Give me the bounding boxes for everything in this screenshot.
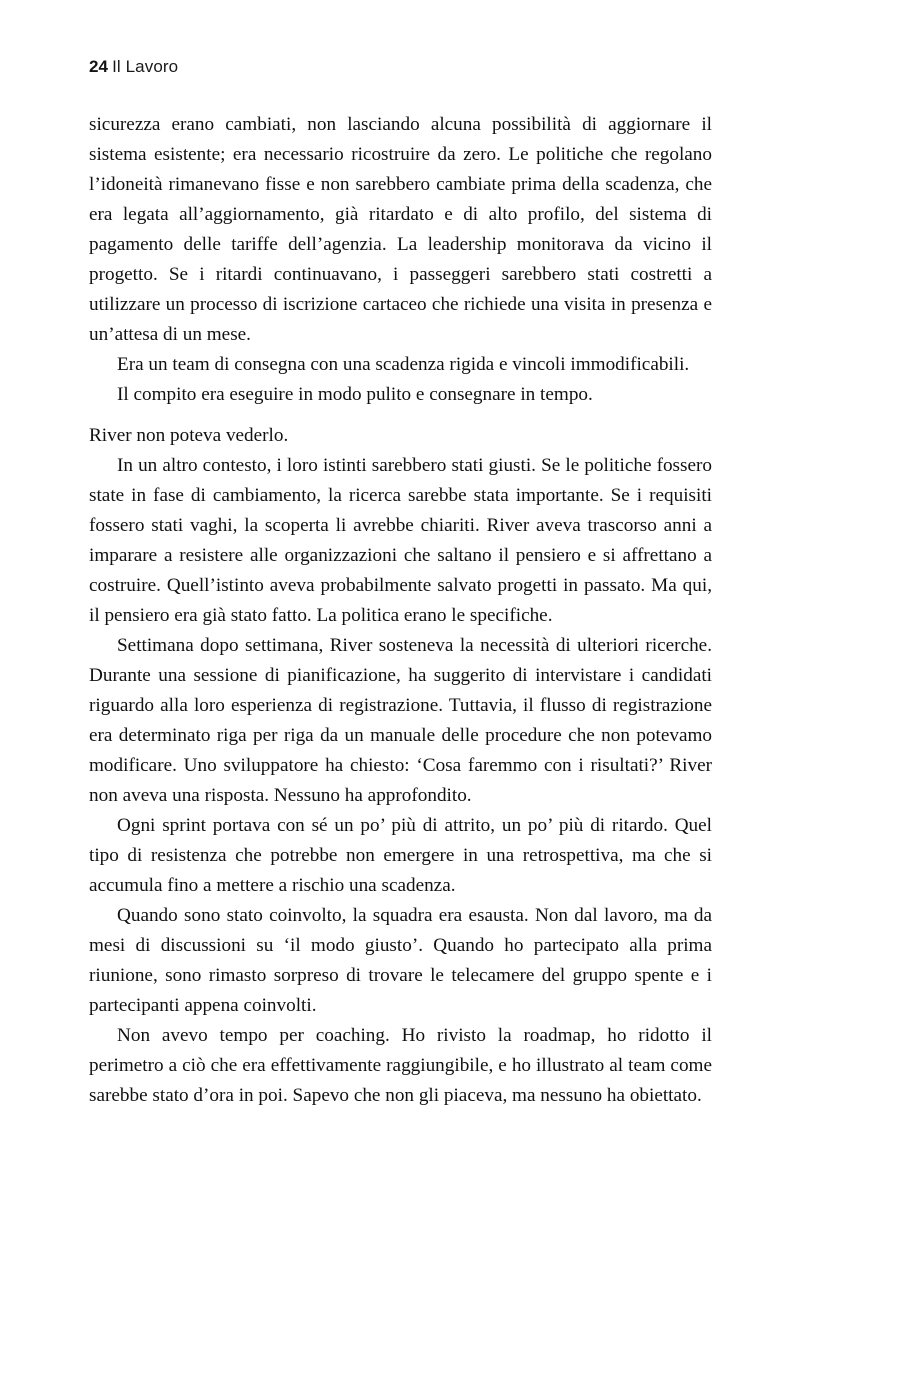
book-title: Il Lavoro — [112, 57, 179, 76]
body-text-column — [89, 110, 712, 1111]
paragraph: Settimana dopo settimana, River sosteneva la necessità di ulteriori ricerche. Durante una sessione di pianificazione, ha suggerito di intervistare i candidati riguardo alla loro esperienza di registrazione. Tuttavia, il flusso di registrazione era determinato riga per riga da un manuale delle procedure che non potevamo modificare. Uno sviluppatore ha chiesto: ‘Cosa faremmo con i risultati?’ River non aveva una risposta. Nessuno ha approfondito. — [89, 635, 712, 806]
paragraph: sicurezza erano cambiati, non lasciando alcuna possibilità di aggiornare il sistema esistente; era necessario ricostruire da zero. Le politiche che regolano l’idoneità rimanevano fisse e non sarebbero cambiate prima della scadenza, che era legata all’aggiornamento, già ritardato e di alto profilo, del sistema di pagamento delle tariffe dell’agenzia. La leadership monitorava da vicino il progetto. Se i ritardi continuavano, i passeggeri sarebbero stati costretti a utilizzare un processo di iscrizione cartaceo che richiede una visita in presenza e un’attesa di un mese. — [89, 114, 712, 345]
paragraph: In un altro contesto, i loro istinti sarebbero stati giusti. Se le politiche fossero state in fase di cambiamento, la ricerca sarebbe stata importante. Se i requisiti fossero stati vaghi, la scoperta li avrebbe chiariti. River aveva trascorso anni a imparare a resistere alle organizzazioni che saltano il pensiero e si affrettano a costruire. Quell’istinto aveva probabilmente salvato progetti in passato. Ma qui, il pensiero era già stato fatto. La politica erano le specifiche. — [89, 455, 712, 626]
paragraph: Ogni sprint portava con sé un po’ più di attrito, un po’ più di ritardo. Quel tipo di resistenza che potrebbe non emergere in una retrospettiva, ma che si accumula fino a mettere a rischio una scadenza. — [89, 815, 712, 896]
paragraph: Era un team di consegna con una scadenza rigida e vincoli immodificabili. — [117, 354, 690, 375]
paragraph-scene-break: River non poteva vederlo. — [89, 425, 289, 446]
paragraph: Quando sono stato coinvolto, la squadra era esausta. Non dal lavoro, ma da mesi di discussioni su ‘il modo giusto’. Quando ho partecipato alla prima riunione, sono rimasto sorpreso di trovare le telecamere del gruppo spente e i partecipanti appena coinvolti. — [89, 905, 712, 1016]
running-head — [89, 56, 178, 78]
page-number: 24 — [89, 57, 109, 76]
paragraph: Non avevo tempo per coaching. Ho rivisto la roadmap, ho ridotto il perimetro a ciò che era effettivamente raggiungibile, e ho illustrato al team come sarebbe stato d’ora in poi. Sapevo che non gli piaceva, ma nessuno ha obiettato. — [89, 1025, 712, 1106]
paragraph: Il compito era eseguire in modo pulito e consegnare in tempo. — [117, 384, 593, 405]
